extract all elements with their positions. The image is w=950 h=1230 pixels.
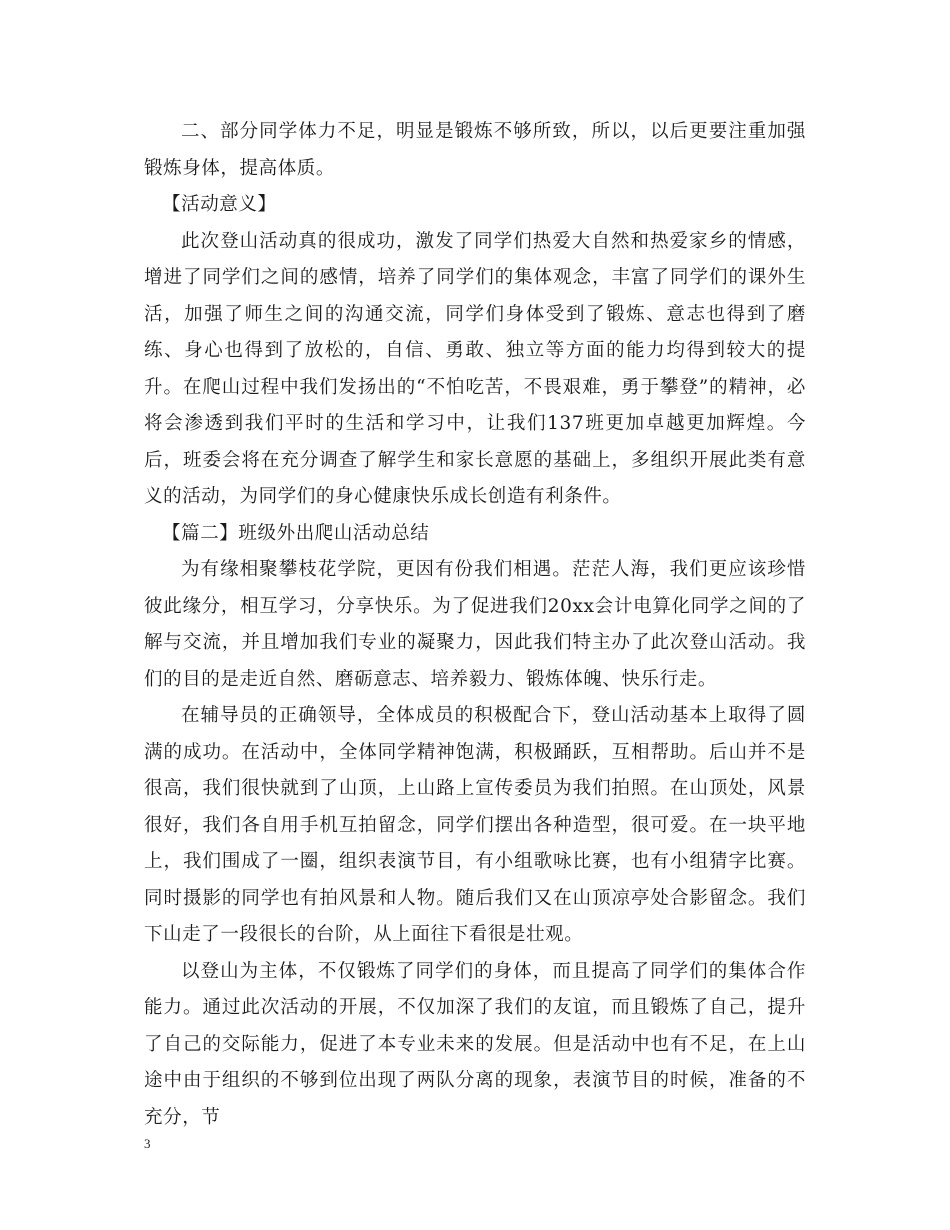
paragraph-activity-evaluation: 以登山为主体，不仅锻炼了同学们的身体，而且提高了同学们的集体合作能力。通过此次活动的开展，不仅加深了我们的友谊，而且锻炼了自己，提升了自己的交际能力，促进了本专业未来的发展。但是活动中也有不足，在上山途中由于组织的不够到位出现了两队分离的现象，表演节目的时候，准备的不充分，节 [144,960,806,1128]
paragraph-activity-process: 在辅导员的正确领导，全体成员的积极配合下，登山活动基本上取得了圆 满的成功。在活动中，全体同学精神饱满，积极踊跃，互相帮助。后山并不是很高，我们很快就到了山顶，上山路上宣传委员为我们拍照。在山顶处，风景很好，我们各自用手机互拍留念，同学们摆出各种造型，很可爱。在一块平地上，我们围成了一圈，组织表演节目，有小组歌咏比赛，也有小组猜字比赛。同时摄影的同学也有拍风景和人物。随后我们又在山顶凉亭处合影留念。我们下山走了一段很长的台阶，从上面往下看很是壮观。 [144,705,806,945]
paragraph-physical-fitness: 二、部分同学体力不足，明显是锻炼不够所致，所以，以后更要注重加强锻炼身体，提高体质。 [144,121,806,179]
paragraph-activity-significance: 此次登山活动真的很成功，激发了同学们热爱大自然和热爱家乡的情感，增进了同学们之间的感情，培养了同学们的集体观念，丰富了同学们的课外生活，加强了师生之间的沟通交流，同学们身体受到了锻炼、意志也得到了磨练、身心也得到了放松的，自信、勇敢、独立等方面的能力均得到较大的提升。在爬山过程中我们发扬出的“不怕吃苦，不畏艰难，勇于攀登”的精神，必将会渗透到我们平时的生活和学习中，让我们137班更加卓越更加辉煌。今后，班委会将在充分调查了解学生和家长意愿的基础上，多组织开展此类有意义的活动，为同学们的身心健康快乐成长创造有利条件。 [144,230,806,507]
section-heading-part-two: 【篇二】班级外出爬山活动总结 [162,522,430,544]
paragraph-introduction: 为有缘相聚攀枝花学院，更因有份我们相遇。茫茫人海，我们更应该珍惜彼此缘分，相互学习，分享快乐。为了促进我们20xx会计电算化同学之间的了解与交流，并且增加我们专业的凝聚力，因此我们特主办了此次登山活动。我们的目的是走近自然、磨砺意志、培养毅力、锻炼体魄、快乐行走。 [144,559,806,690]
document-page [144,114,806,1136]
page-number: 3 [144,1136,151,1151]
section-heading-activity-significance: 【活动意义】 [162,194,277,215]
